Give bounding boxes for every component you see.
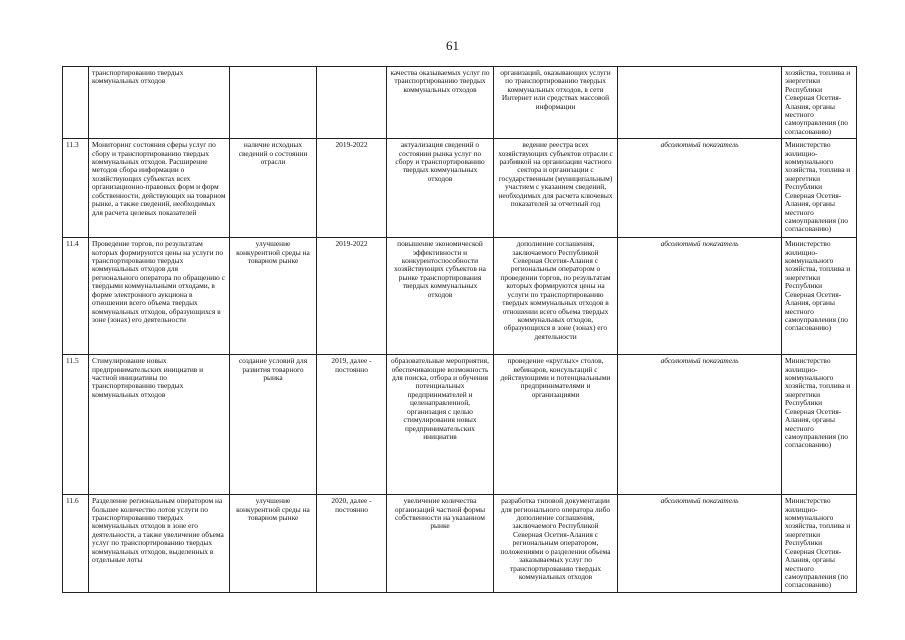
responsible-cell: хозяйства, топлива и энергетики Республики Северная Осетия-Алания, органы местного самоуправления (по согласованию)	[782, 67, 857, 139]
action-cell: проведение «круглых» столов, вебинаров, консультаций с действующими и потенциальными предпринимателями и организациями	[494, 355, 618, 495]
action-cell: разработка типовой документации для регионального оператора либо дополнение соглашения, заключаемого Республикой Северная Осетия-Алания с региональным оператором, положениями о разделении объема заказываемых услуг по транспортированию твердых коммунальных отходов	[494, 495, 618, 592]
responsible-cell: Министерство жилищно-коммунального хозяйства, топлива и энергетики Республики Северная Осетия-Алания, органы местного самоуправления (по согласованию)	[782, 495, 857, 592]
measures-table	[62, 66, 857, 593]
period-cell	[317, 67, 387, 139]
unit-cell: абсолютный показатель	[618, 355, 782, 495]
row-number: 11.3	[63, 139, 89, 238]
result-cell: образовательные мероприятия, обеспечивающие возможность для поиска, отбора и обучения потенциальных предпринимателей и целенаправленной, организация с целью стимулирования новых предпринимательских инициатив	[387, 355, 494, 495]
unit-cell: абсолютный показатель	[618, 139, 782, 238]
table-row	[63, 238, 857, 355]
indicator-cell	[230, 67, 317, 139]
row-number	[63, 67, 89, 139]
indicator-cell: наличие исходных сведений о состоянии отрасли	[230, 139, 317, 238]
result-cell: увеличение количества организаций частной формы собственности на указанном рынке	[387, 495, 494, 592]
unit-cell: абсолютный показатель	[618, 238, 782, 355]
result-cell: актуализация сведений о состоянии рынка услуг по сбору и транспортированию твердых коммунальных отходов	[387, 139, 494, 238]
result-cell: качества оказываемых услуг по транспортированию твердых коммунальных отходов	[387, 67, 494, 139]
task-cell: транспортированию твердых коммунальных отходов	[89, 67, 230, 139]
row-number: 11.6	[63, 495, 89, 592]
table-row	[63, 495, 857, 592]
responsible-cell: Министерство жилищно-коммунального хозяйства, топлива и энергетики Республики Северная Осетия-Алания, органы местного самоуправления (по согласованию)	[782, 355, 857, 495]
row-number: 11.5	[63, 355, 89, 495]
table-row	[63, 67, 857, 139]
task-cell: Разделение региональным оператором на большее количество лотов услуги по транспортированию твердых коммунальных отходов в зоне его деятельности, а также увеличение объема услуг по транспортированию твердых коммунальных отходов, выделенных в отдельные лоты	[89, 495, 230, 592]
responsible-cell: Министерство жилищно-коммунального хозяйства, топлива и энергетики Республики Северная Осетия-Алания, органы местного самоуправления (по согласованию)	[782, 238, 857, 355]
page-number: 61	[446, 38, 459, 53]
table-row	[63, 355, 857, 495]
indicator-cell: улучшение конкурентной среды на товарном рынке	[230, 238, 317, 355]
action-cell: ведение реестра всех хозяйствующих субъектов отрасли с разбивкой на организации частного сектора и организации с государственным (муниципальным) участием с указанием сведений, необходимых для расчета ключевых показателей за отчетный год	[494, 139, 618, 238]
indicator-cell: создание условий для развития товарного рынка	[230, 355, 317, 495]
task-cell: Мониторинг состояния сферы услуг по сбору и транспортированию твердых коммунальных отходов. Расширение методов сбора информации о хозяйствующих субъектах всех организационно-правовых форм и форм собственности, действующих на товарном рынке, а также сведений, необходимых для расчета целевых показателей	[89, 139, 230, 238]
indicator-cell: улучшение конкурентной среды на товарном рынке	[230, 495, 317, 592]
period-cell: 2019-2022	[317, 139, 387, 238]
period-cell: 2020, далее - постоянно	[317, 495, 387, 592]
row-number: 11.4	[63, 238, 89, 355]
action-cell: организаций, оказывающих услуги по транспортированию твердых коммунальных отходов, в сети Интернет или средствах массовой информации	[494, 67, 618, 139]
unit-cell: абсолютный показатель	[618, 495, 782, 592]
table-row	[63, 139, 857, 238]
task-cell: Проведение торгов, по результатам которых формируются цены на услуги по транспортированию твердых коммунальных отходов для регионального оператора по обращению с твердыми коммунальными отходами, в форме электронного аукциона в отношении всего объема твердых коммунальных отходов, образующихся в зоне (зонах) его деятельности	[89, 238, 230, 355]
action-cell: дополнение соглашения, заключаемого Республикой Северная Осетия-Алания с региональным оператором о проведении торгов, по результатам которых формируются цены на услуги по транспортированию твердых коммунальных отходов в отношении всего объема твердых коммунальных отходов, образующихся в зоне (зонах) его деятельности	[494, 238, 618, 355]
task-cell: Стимулирование новых предпринимательских инициатив и частной инициативы по транспортированию твердых коммунальных отходов	[89, 355, 230, 495]
unit-cell	[618, 67, 782, 139]
period-cell: 2019-2022	[317, 238, 387, 355]
period-cell: 2019, далее - постоянно	[317, 355, 387, 495]
responsible-cell: Министерство жилищно-коммунального хозяйства, топлива и энергетики Республики Северная Осетия-Алания, органы местного самоуправления (по согласованию)	[782, 139, 857, 238]
result-cell: повышение экономической эффективности и конкурентоспособности хозяйствующих субъектов на рынке транспортирования твердых коммунальных отходов	[387, 238, 494, 355]
